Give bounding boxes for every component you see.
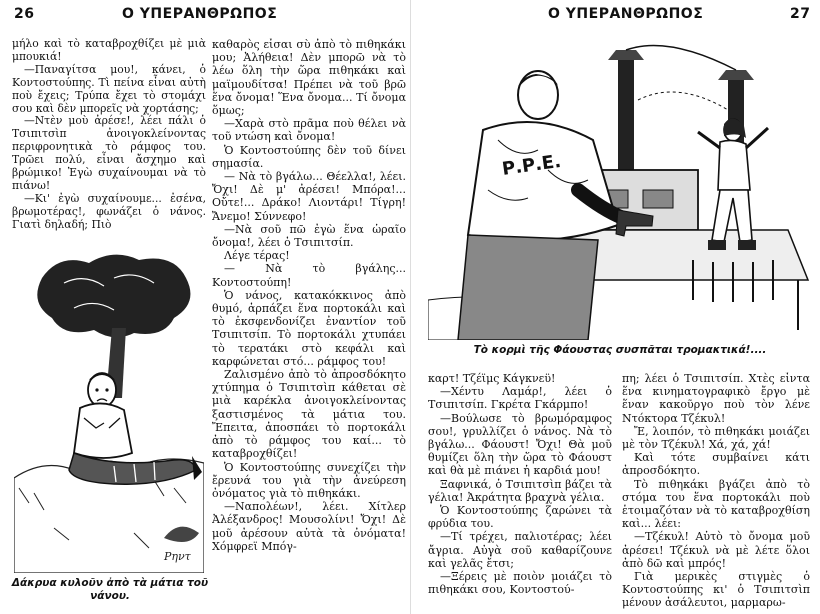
paragraph: Καὶ τότε συμβαίνει κάτι ἀπροσδόκητο. <box>622 451 810 478</box>
paragraph: —Κι' ἐγὼ συχαίνουμε... ἐσένα, βρωμοτέρας!, φωνάζει ὁ νάνος. Γιατὶ δηλαδή; Πιὸ <box>12 191 206 231</box>
left-column-2 <box>212 38 406 553</box>
paragraph: Ὁ νάνος, κατακόκκινος ἀπὸ θυμό, ἁρπάζει ἕνα πορτοκάλι καὶ τὸ ἐκσφενδονίζει ἐναντίον τοῦ Τσιπιτσίπ. Τὸ πορτοκάλι χτυπάει τὸ τερατάκι στὸ κεφάλι καὶ καρφώνεται στό... ράμφος του! <box>212 288 406 368</box>
paragraph: Ἔ, λοιπόν, τὸ πιθηκάκι μοιάζει μὲ τὸν Τζέκυλ! Χά, χά, χά! <box>622 424 810 452</box>
paragraph: Γιὰ μερικὲς στιγμὲς ὁ Κοντοστούπης κι' ὁ Τσιπιτσὶπ μένουν ἀσάλευτοι, μαρμαρω- <box>622 570 810 610</box>
paragraph: — Νὰ τὸ βγάλω... Θέελλα!, λέει. Ὄχι! Δὲ μ' ἀρέσει! Μπόρα!... Οὔτε!... Δράκο! Λιοντάρι! Τίγρη! Ἄνεμο! Σύννεφο! <box>212 170 406 223</box>
left-running-title: Ο ΥΠΕΡΑΝΘΡΩΠΟΣ <box>122 6 278 22</box>
paragraph: —Ντὲν μοὺ ἀρέσε!, λέει πάλι ὁ Τσιπιτσὶπ ἀνοιγοκλείνοντας περιφρονητικὰ τὸ ράμφος του. Τρῶει πολύ, εἶναι ἄσχημο καὶ βρώμικο! Ἐγὼ συχαίνουμαι νὰ τὸ πιάνω! <box>12 114 206 192</box>
artist-signature: Ρηντ <box>164 550 191 563</box>
paragraph: Τὸ πιθηκάκι βγάζει ἀπὸ τὸ στόμα του ἕνα πορτοκάλι ποὺ ἑτοιμαζόταν νὰ τὸ καταβροχθίση καὶ... λέει: <box>622 477 810 531</box>
dwarf-crying-illustration <box>14 248 204 573</box>
laboratory-illustration <box>428 40 812 340</box>
paragraph: —Χέντυ Λαμάρ!, λέει ὁ Τσιπιτσίπ. Γκρέτα Γκάρμπο! <box>428 385 612 412</box>
paragraph: —Παναγίτσα μου!, κάνει, ὁ Κοντοστούπης. Τὶ πείνα εἶναι αὐτὴ ποὺ ἔχεις; Τρύπα ἔχει τὸ στομάχι σου καὶ δὲν μπορεῖς νὰ χορτάσης; <box>12 62 206 115</box>
paragraph: καθαρὸς εἶσαι σὺ ἀπὸ τὸ πιθηκάκι μου; Ἀλήθεια! Δὲν μπορῶ νὰ τὸ λέω ὅλη τὴν ὥρα πιθηκάκι καὶ μαϊμουδίτσα! Πρέπει νὰ τοῦ βρῶ ἕνα ὄνομα! Ἕνα ὄνομα... Τί ὄνομα ὅμως; <box>212 38 406 118</box>
paragraph: Ὁ Κοντοστούπης συνεχίζει τὴν ἔρευνά του γιὰ τὴν ἀνεύρεση ὀνόματος γιὰ τὸ πιθηκάκι. <box>212 460 406 500</box>
paragraph: Λέγε τέρας! <box>224 249 290 263</box>
paragraph: —Ξέρεις μὲ ποιὸν μοιάζει τὸ πιθηκάκι σου, Κοντοστού- <box>428 570 612 597</box>
right-illustration-caption: Τὸ κορμὶ τῆς Φάουστας συσπᾶται τρομακτικά!.... <box>473 344 767 356</box>
page-gutter <box>410 0 411 614</box>
paragraph: Ὁ Κοντοστούπης ζαρώνει τὰ φρύδια του. <box>428 504 612 531</box>
left-column-1 <box>12 38 206 232</box>
right-page-number: 27 <box>790 6 811 22</box>
paragraph: πη; λέει ὁ Τσιπιτσίπ. Χτὲς εἶντα ἕνα κινηματογραφικὸ ἔργο μὲ ἕναν κακοῦργο ποὺ τὸν λένε Ντόκτορα Τζέκυλ! <box>622 372 810 425</box>
paragraph: —Τζέκυλ! Αὐτὸ τὸ ὄνομα μοῦ ἀρέσει! Τζέκυλ νὰ μὲ λέτε ὅλοι ἀπὸ δῶ καὶ μπρός! <box>622 530 810 570</box>
right-running-title: Ο ΥΠΕΡΑΝΘΡΩΠΟΣ <box>548 6 704 22</box>
paragraph: —Βούλωσε τὸ βρωμόραμφος σου!, γρυλλίζει ὁ νάνος. Νὰ τὸ βγάλω... Φάουστ! Ὄχι! Θὰ μοῦ θυμίζει ὅλη τὴν ὥρα τὸ Φάουστ καὶ θὰ μὲ πιάνει ἡ καρδιά μου! <box>428 411 612 478</box>
paragraph: Ζαλισμένο ἀπὸ τὸ ἀπροσδόκητο χτύπημα ὁ Τσιπιτσὶπ κάθεται σὲ μιὰ καρέκλα ἀνοιγοκλείνοντας ξαστισμένος τὰ μάτια του. Ἔπειτα, ἀποσπάει τὸ πορτοκάλι ἀπὸ τὸ ράμφος του καί... τὸ καταβροχθίζει! <box>212 368 406 461</box>
paragraph: — Νὰ τὸ βγάλης... Κοντοστούπη! <box>212 262 406 289</box>
right-column-2 <box>622 372 810 610</box>
right-column-1 <box>428 372 612 596</box>
paragraph: —Νὰ σοῦ πῶ ἐγὼ ἕνα ὡραῖο ὄνομα!, λέει ὁ Τσιπιτσίπ. <box>212 222 406 250</box>
paragraph: μήλο καὶ τὸ καταβροχθίζει μὲ μιὰ μπουκιά! <box>12 38 206 63</box>
left-page-number: 26 <box>14 6 35 22</box>
paragraph: καρτ! Τζέϊμς Κάγκνεϋ! <box>428 372 556 385</box>
paragraph: Ὁ Κοντοστούπης δὲν τοῦ δίνει σημασία. <box>212 143 406 170</box>
paragraph: —Τί τρέχει, παλιοτέρας; λέει ἄγρια. Αὐγὰ σοῦ καθαρίζουνε καὶ γελᾶς ἔτσι; <box>428 530 612 570</box>
paragraph: —Χαρὰ στὸ πρᾶμα ποὺ θέλει νὰ τοῦ ντώση καὶ ὄνομα! <box>212 117 406 144</box>
paragraph: —Ναπολέων!, λέει. Χίτλερ Ἀλέξανδρος! Μουσολίνι! Ὄχι! Δὲ μοῦ ἀρέσουν αὐτὰ τὰ ὀνόματα! Χόμφρεϊ Μπόγ- <box>212 500 406 553</box>
paragraph: Ξαφνικά, ὁ Τσιπιτσὶπ βάζει τὰ γέλια! Ἀκράτητα βραχνὰ γέλια. <box>428 477 612 504</box>
jacket-lettering: Ρ.Ρ.Ε. <box>500 150 563 180</box>
left-illustration-caption: Δάκρυα κυλοῦν ἀπὸ τὰ μάτια τοῦ νάνου. <box>11 577 209 602</box>
